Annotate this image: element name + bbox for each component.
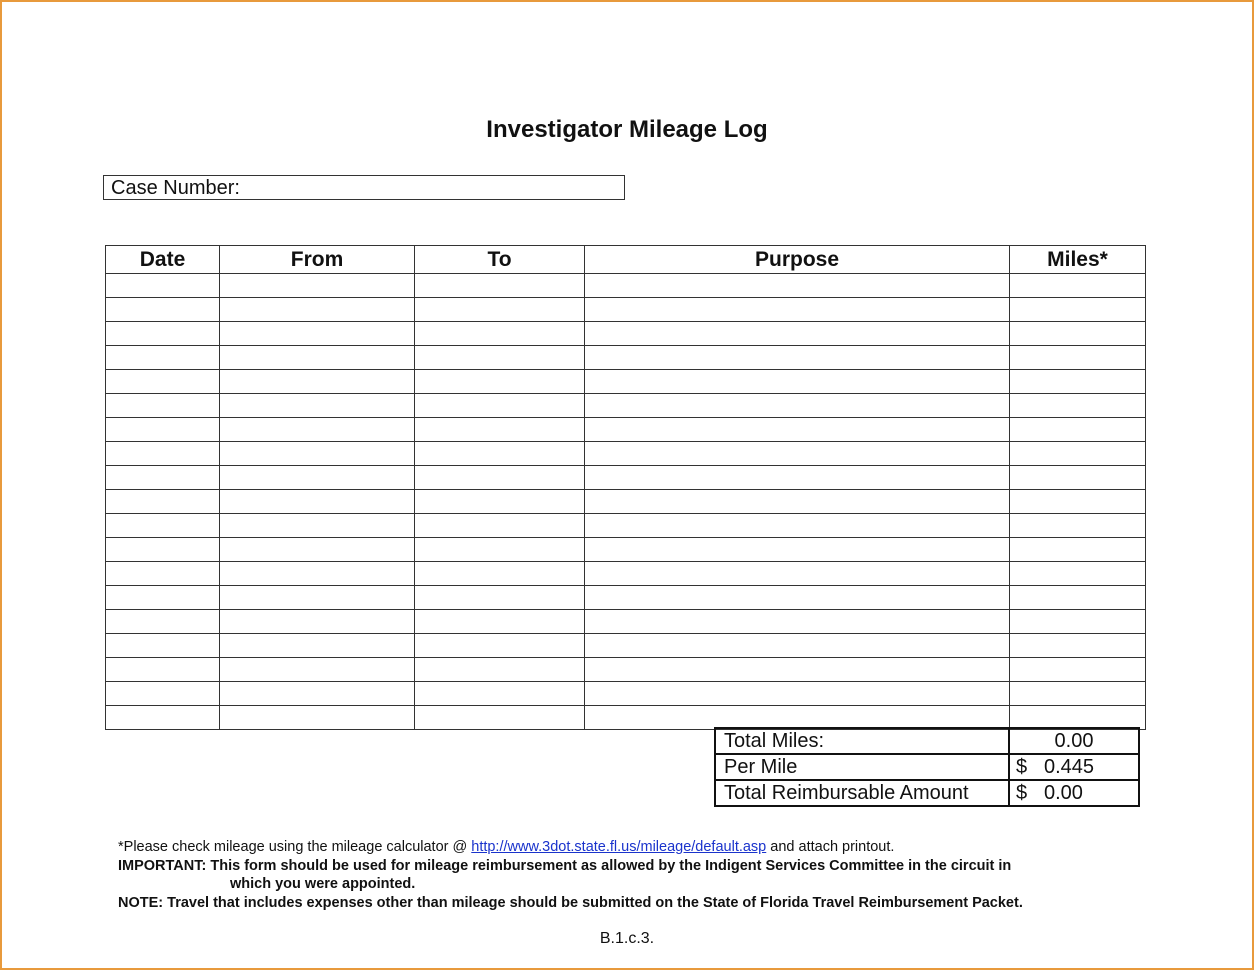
cell-purpose[interactable] (585, 394, 1010, 418)
cell-purpose[interactable] (585, 610, 1010, 634)
cell-date[interactable] (106, 682, 220, 706)
footer-code: B.1.c.3. (599, 930, 655, 947)
cell-purpose[interactable] (585, 658, 1010, 682)
table-row (106, 610, 1146, 634)
total-miles-label: Total Miles: (715, 728, 1009, 754)
cell-from[interactable] (220, 298, 415, 322)
cell-purpose[interactable] (585, 562, 1010, 586)
cell-purpose[interactable] (585, 322, 1010, 346)
travel-note: NOTE: Travel that includes expenses other than mileage should be submitted on the State of Florida Travel Reimbursement Packet. (118, 894, 1023, 911)
cell-date[interactable] (106, 490, 220, 514)
cell-purpose[interactable] (585, 514, 1010, 538)
cell-to[interactable] (415, 634, 585, 658)
mileage-table (105, 245, 1146, 730)
cell-miles[interactable] (1010, 418, 1146, 442)
cell-from[interactable] (220, 634, 415, 658)
note-suffix: and attach printout. (770, 839, 895, 855)
cell-miles[interactable] (1010, 634, 1146, 658)
total-amount-currency: $ (1016, 781, 1028, 804)
cell-date[interactable] (106, 514, 220, 538)
total-amount-cell[interactable] (1009, 780, 1139, 806)
cell-from[interactable] (220, 658, 415, 682)
cell-date[interactable] (106, 586, 220, 610)
cell-date[interactable] (106, 538, 220, 562)
page-title: Investigator Mileage Log (486, 116, 768, 143)
table-row (106, 274, 1146, 298)
cell-date[interactable] (106, 442, 220, 466)
total-miles-value[interactable]: 0.00 (1009, 728, 1139, 754)
notes-section (118, 838, 1023, 912)
per-mile-cell[interactable] (1009, 754, 1139, 780)
cell-miles[interactable] (1010, 706, 1146, 730)
cell-from[interactable] (220, 562, 415, 586)
cell-to[interactable] (415, 418, 585, 442)
cell-to[interactable] (415, 322, 585, 346)
table-row (106, 634, 1146, 658)
table-row (106, 490, 1146, 514)
per-mile-currency: $ (1016, 755, 1028, 778)
cell-miles[interactable] (1010, 298, 1146, 322)
cell-to[interactable] (415, 682, 585, 706)
case-number-label: Case Number: (111, 177, 240, 199)
cell-miles[interactable] (1010, 514, 1146, 538)
table-row (106, 442, 1146, 466)
cell-purpose[interactable] (585, 706, 1010, 730)
cell-miles[interactable] (1010, 322, 1146, 346)
table-row (106, 466, 1146, 490)
table-row (106, 322, 1146, 346)
cell-purpose[interactable] (585, 538, 1010, 562)
cell-to[interactable] (415, 346, 585, 370)
cell-to[interactable] (415, 706, 585, 730)
note-prefix: *Please check mileage using the mileage calculator @ (118, 839, 468, 855)
total-amount-row (715, 780, 1139, 806)
cell-from[interactable] (220, 370, 415, 394)
cell-purpose[interactable] (585, 418, 1010, 442)
total-miles-row (715, 728, 1139, 754)
table-header-row (106, 246, 1146, 274)
cell-purpose[interactable] (585, 274, 1010, 298)
table-row (106, 298, 1146, 322)
important-note: IMPORTANT: This form should be used for mileage reimbursement as allowed by the Indigent Services Committee in the circuit in (118, 857, 1012, 874)
table-row (106, 346, 1146, 370)
mileage-calculator-note (118, 838, 1023, 857)
table-row (106, 562, 1146, 586)
cell-to[interactable] (415, 610, 585, 634)
cell-from[interactable] (220, 682, 415, 706)
table-row (106, 514, 1146, 538)
table-body (106, 274, 1146, 730)
total-amount-label: Total Reimbursable Amount (715, 780, 1009, 806)
cell-from[interactable] (220, 586, 415, 610)
cell-to[interactable] (415, 394, 585, 418)
total-amount-value: 0.00 (1044, 781, 1083, 804)
column-header-from: From (220, 246, 415, 274)
mileage-calculator-link[interactable]: http://www.3dot.state.fl.us/mileage/default.asp (471, 839, 767, 855)
cell-from[interactable] (220, 418, 415, 442)
per-mile-value: 0.445 (1044, 755, 1095, 778)
table-row (106, 370, 1146, 394)
table-row (106, 538, 1146, 562)
cell-date[interactable] (106, 274, 220, 298)
table-row (106, 586, 1146, 610)
cell-date[interactable] (106, 706, 220, 730)
cell-to[interactable] (415, 298, 585, 322)
cell-purpose[interactable] (585, 682, 1010, 706)
cell-date[interactable] (106, 466, 220, 490)
cell-from[interactable] (220, 442, 415, 466)
cell-to[interactable] (415, 586, 585, 610)
cell-to[interactable] (415, 562, 585, 586)
cell-to[interactable] (415, 514, 585, 538)
cell-from[interactable] (220, 706, 415, 730)
table-row (106, 658, 1146, 682)
cell-from[interactable] (220, 274, 415, 298)
per-mile-row (715, 754, 1139, 780)
per-mile-label: Per Mile (715, 754, 1009, 780)
cell-from[interactable] (220, 514, 415, 538)
cell-from[interactable] (220, 394, 415, 418)
cell-purpose[interactable] (585, 634, 1010, 658)
cell-to[interactable] (415, 538, 585, 562)
table-row (106, 418, 1146, 442)
cell-to[interactable] (415, 370, 585, 394)
cell-to[interactable] (415, 442, 585, 466)
cell-from[interactable] (220, 610, 415, 634)
cell-date[interactable] (106, 322, 220, 346)
table-row (106, 682, 1146, 706)
cell-to[interactable] (415, 658, 585, 682)
table-row (106, 706, 1146, 730)
cell-date[interactable] (106, 418, 220, 442)
cell-miles[interactable] (1010, 682, 1146, 706)
cell-from[interactable] (220, 322, 415, 346)
cell-miles[interactable] (1010, 370, 1146, 394)
cell-purpose[interactable] (585, 346, 1010, 370)
cell-date[interactable] (106, 370, 220, 394)
cell-purpose[interactable] (585, 298, 1010, 322)
cell-miles[interactable] (1010, 610, 1146, 634)
cell-purpose[interactable] (585, 370, 1010, 394)
cell-miles[interactable] (1010, 586, 1146, 610)
cell-miles[interactable] (1010, 346, 1146, 370)
cell-date[interactable] (106, 658, 220, 682)
cell-to[interactable] (415, 466, 585, 490)
cell-miles[interactable] (1010, 442, 1146, 466)
cell-miles[interactable] (1010, 658, 1146, 682)
cell-miles[interactable] (1010, 274, 1146, 298)
cell-date[interactable] (106, 610, 220, 634)
cell-to[interactable] (415, 274, 585, 298)
cell-miles[interactable] (1010, 466, 1146, 490)
cell-miles[interactable] (1010, 394, 1146, 418)
cell-date[interactable] (106, 634, 220, 658)
cell-to[interactable] (415, 490, 585, 514)
column-header-to: To (415, 246, 585, 274)
column-header-purpose: Purpose (585, 246, 1010, 274)
column-header-miles: Miles* (1010, 246, 1146, 274)
cell-miles[interactable] (1010, 562, 1146, 586)
cell-purpose[interactable] (585, 442, 1010, 466)
cell-purpose[interactable] (585, 490, 1010, 514)
cell-from[interactable] (220, 490, 415, 514)
cell-from[interactable] (220, 346, 415, 370)
cell-purpose[interactable] (585, 466, 1010, 490)
cell-miles[interactable] (1010, 490, 1146, 514)
cell-date[interactable] (106, 562, 220, 586)
cell-from[interactable] (220, 538, 415, 562)
cell-purpose[interactable] (585, 586, 1010, 610)
cell-miles[interactable] (1010, 538, 1146, 562)
totals-table (714, 727, 1140, 807)
cell-date[interactable] (106, 346, 220, 370)
important-note-continued: which you were appointed. (230, 876, 416, 892)
case-number-field[interactable] (103, 175, 625, 200)
table-row (106, 394, 1146, 418)
column-header-date: Date (106, 246, 220, 274)
cell-from[interactable] (220, 466, 415, 490)
cell-date[interactable] (106, 394, 220, 418)
cell-date[interactable] (106, 298, 220, 322)
